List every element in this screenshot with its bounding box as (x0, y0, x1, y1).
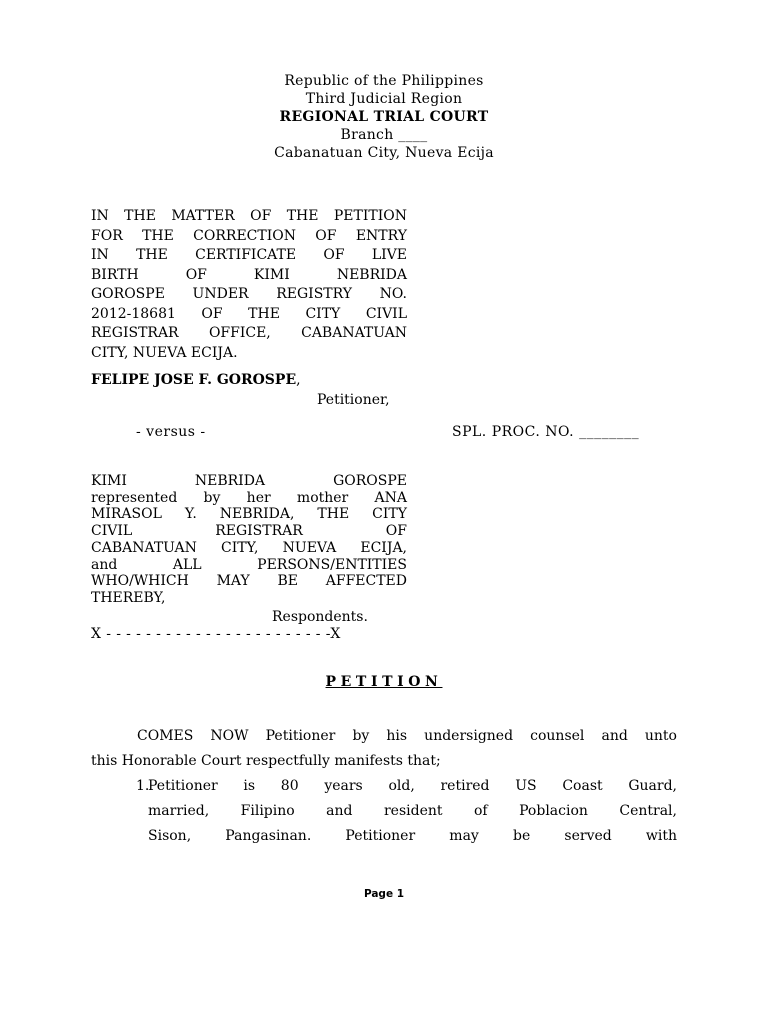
petitioner-name (91, 372, 301, 388)
respondents-label: Respondents. (272, 609, 368, 625)
caption-line: REGISTRAR OFFICE, CABANATUAN (91, 325, 407, 341)
respondents-line: represented by her mother ANA (91, 489, 407, 506)
petitioner-name-text: FELIPE JOSE F. GOROSPE (91, 372, 297, 388)
item-text (134, 774, 677, 849)
caption-line: CITY, NUEVA ECIJA. (91, 344, 238, 361)
respondents-block (91, 473, 407, 607)
header-branch: Branch ____ (340, 127, 428, 143)
caption-separator: X - - - - - - - - - - - - - - - - - - - - - - -X (91, 626, 341, 642)
header-region: Third Judicial Region (305, 91, 463, 107)
respondents-line: THEREBY, (91, 589, 166, 606)
case-caption (91, 207, 407, 363)
header-city: Cabanatuan City, Nueva Ecija (274, 145, 494, 161)
respondents-line: and ALL PERSONS/ENTITIES (91, 556, 407, 573)
item-line: married, Filipino and resident of Poblacion Central, (148, 803, 677, 819)
respondents-line: KIMI NEBRIDA GOROSPE (91, 473, 407, 489)
caption-line: FOR THE CORRECTION OF ENTRY (91, 227, 407, 244)
intro-line-1: COMES NOW Petitioner by his undersigned counsel and unto (137, 728, 677, 744)
numbered-item (91, 774, 677, 849)
caption-line: GOROSPE UNDER REGISTRY NO. (91, 286, 407, 302)
respondents-line: MIRASOL Y. NEBRIDA, THE CITY (91, 506, 407, 523)
petition-title: PETITION (325, 674, 443, 690)
caption-line: BIRTH OF KIMI NEBRIDA (91, 266, 407, 283)
respondents-line: WHO/WHICH MAY BE AFFECTED (91, 573, 407, 590)
caption-line: IN THE MATTER OF THE PETITION (91, 208, 407, 224)
court-header (0, 72, 768, 162)
item-line: Petitioner is 80 years old, retired US Coast Guard, (148, 778, 677, 794)
header-court: REGIONAL TRIAL COURT (279, 109, 489, 125)
caption-line: IN THE CERTIFICATE OF LIVE (91, 247, 407, 263)
item-line: Sison, Pangasinan. Petitioner may be served with (148, 828, 677, 844)
item-number: 1. (136, 778, 150, 794)
petitioner-label: Petitioner, (317, 392, 390, 408)
page-number: Page 1 (363, 888, 405, 900)
spl-proc-number: SPL. PROC. NO. ________ (452, 424, 640, 440)
petitioner-name-suffix: , (296, 372, 301, 388)
respondents-line: CIVIL REGISTRAR OF (91, 523, 407, 540)
petition-body (91, 724, 677, 849)
respondents-line: CABANATUAN CITY, NUEVA ECIJA, (91, 539, 407, 556)
header-republic: Republic of the Philippines (284, 73, 484, 89)
intro-line-2: this Honorable Court respectfully manifests that; (91, 753, 441, 769)
versus-label: - versus - (136, 424, 206, 440)
caption-line: 2012-18681 OF THE CITY CIVIL (91, 305, 407, 322)
